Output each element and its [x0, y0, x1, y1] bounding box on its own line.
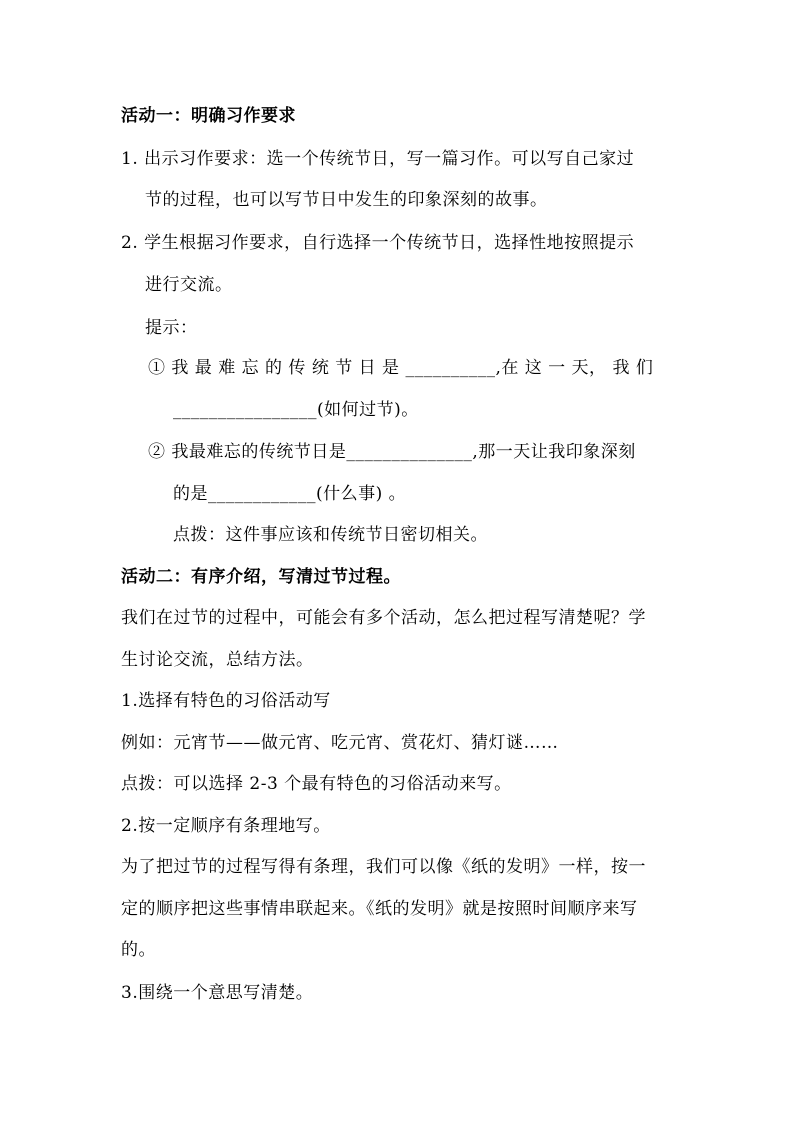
para-line3: 的。: [121, 940, 156, 960]
hint-label: 提示：: [145, 318, 198, 338]
activity2-tip: 点拨：可以选择 2-3 个最有特色的习俗活动来写。: [121, 774, 512, 794]
hint2-line2: 的是____________(什么事) 。: [173, 484, 407, 504]
method2: 2.按一定顺序有条理地写。: [121, 816, 331, 836]
item1-line1: 1. 出示习作要求：选一个传统节日，写一篇习作。可以写自己家过: [121, 149, 635, 169]
para-line2: 定的顺序把这些事情串联起来。《纸的发明》就是按照时间顺序来写: [121, 899, 638, 919]
hint1-line2: ________________(如何过节)。: [173, 400, 419, 420]
example: 例如：元宵节——做元宵、吃元宵、赏花灯、猜灯谜……: [121, 733, 559, 753]
item2-line2: 进行交流。: [145, 275, 233, 295]
activity1-tip: 点拨：这件事应该和传统节日密切相关。: [173, 525, 488, 545]
para-line1: 为了把过节的过程写得有条理，我们可以像《纸的发明》一样，按一: [121, 857, 646, 877]
hint1-line1: ① 我 最 难 忘 的 传 统 节 日 是 __________,在 这 一 天， 我 们: [148, 358, 654, 378]
activity2-intro-line2: 生讨论交流，总结方法。: [121, 650, 314, 670]
activity2-heading: 活动二：有序介绍，写清过节过程。: [121, 567, 401, 587]
item2-line1: 2. 学生根据习作要求，自行选择一个传统节日，选择性地按照提示: [121, 233, 635, 253]
item1-line2: 节的过程，也可以写节日中发生的印象深刻的故事。: [145, 190, 548, 210]
activity2-intro-line1: 我们在过节的过程中，可能会有多个活动，怎么把过程写清楚呢？学: [121, 608, 646, 628]
method1: 1.选择有特色的习俗活动写: [121, 691, 331, 711]
hint2-line1: ② 我最难忘的传统节日是______________,那一天让我印象深刻: [148, 442, 636, 462]
activity1-heading: 活动一：明确习作要求: [121, 106, 296, 126]
method3: 3.围绕一个意思写清楚。: [121, 983, 314, 1003]
